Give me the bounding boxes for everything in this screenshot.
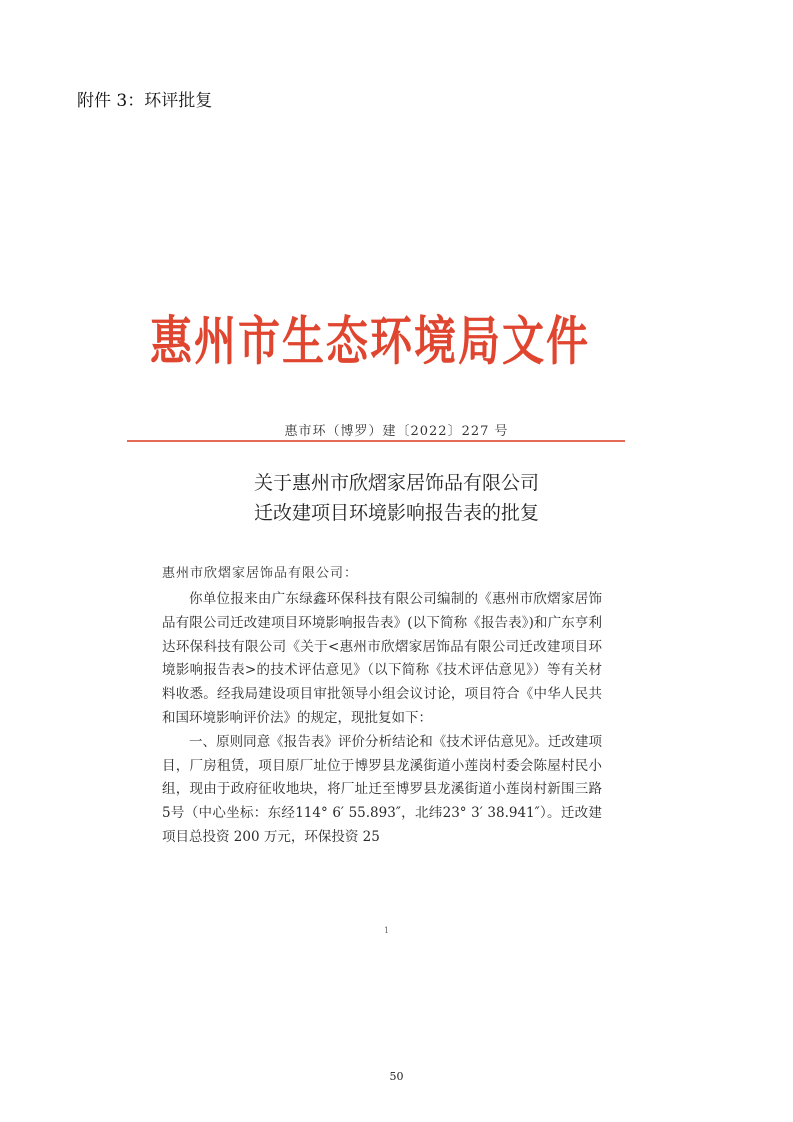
document-title-line-1: 关于惠州市欣熠家居饰品有限公司 — [253, 472, 539, 494]
issuer-header-title: 惠州市生态环境局文件 — [150, 310, 591, 372]
page-number: 50 — [389, 1070, 404, 1083]
addressee: 惠州市欣熠家居饰品有限公司： — [162, 566, 359, 581]
red-header-rule — [127, 440, 625, 442]
attachment-label: 附件 3：环评批复 — [77, 91, 213, 111]
body-text — [162, 588, 602, 850]
inner-page-mark: 1 — [384, 926, 390, 935]
document-title-line-2: 迁改建项目环境影响报告表的批复 — [253, 502, 539, 524]
document-title — [0, 468, 793, 528]
body-paragraph-1: 你单位报来由广东绿鑫环保科技有限公司编制的《惠州市欣熠家居饰品有限公司迁改建项目环境影响报告表》(以下简称《报告表》)和广东亨利达环保科技有限公司《关于<惠州市欣熠家居饰品有限公司迁改建项目环境影响报告表>的技术评估意见》（以下简称《技术评估意见》）等有关材料收悉。经我局建设项目审批领导小组会议讨论，项目符合《中华人民共和国环境影响评价法》的规定，现批复如下： — [162, 591, 602, 726]
body-paragraph-2: 一、原则同意《报告表》评价分析结论和《技术评估意见》。迁改建项目，厂房租赁，项目原厂址位于博罗县龙溪街道小莲岗村委会陈屋村民小组，现由于政府征收地块，将厂址迁至博罗县龙溪街道小莲岗村新围三路5号（中心坐标：东经114° 6′ 55.893″，北纬23° 3′ 38.941″）。迁改建项目总投资 200 万元，环保投资 25 — [162, 733, 602, 845]
document-number: 惠市环（博罗）建〔2022〕227 号 — [284, 424, 509, 439]
